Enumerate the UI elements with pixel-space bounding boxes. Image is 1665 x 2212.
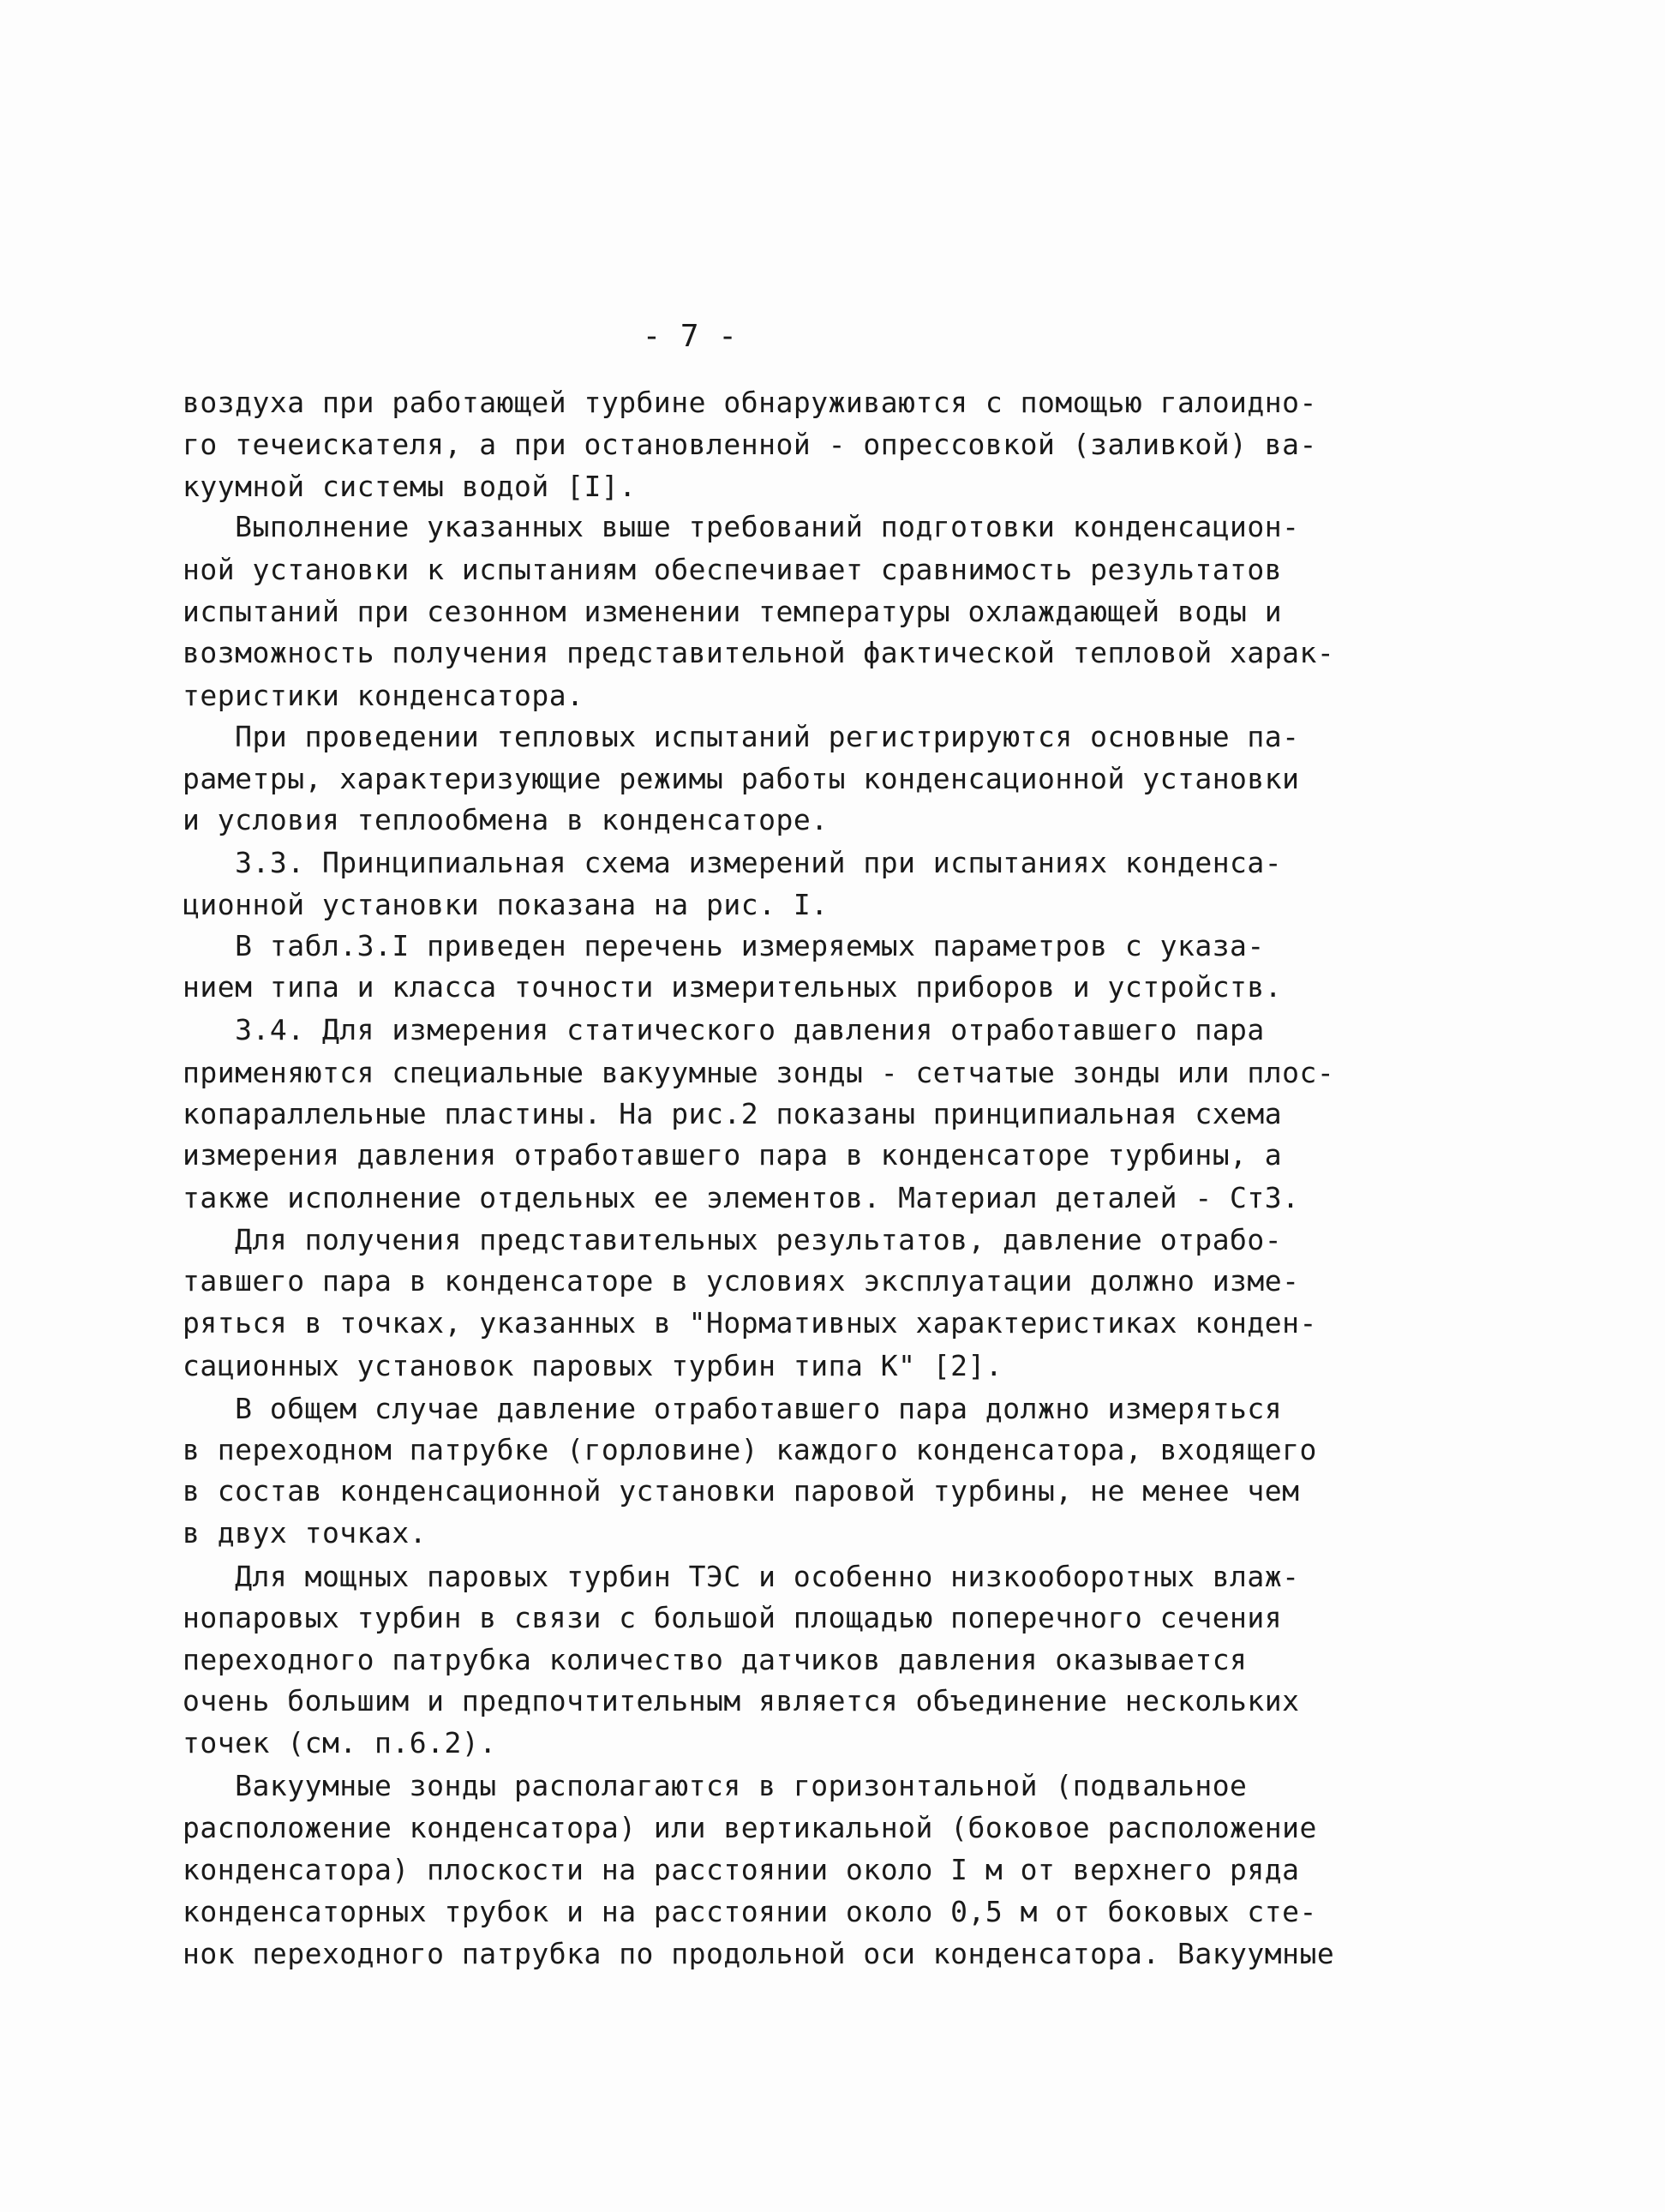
text-line: куумной системы водой [I]. [183,470,637,503]
text-line: В общем случае давление отработавшего пара должно измеряться [183,1392,1283,1425]
text-line: Для мощных паровых турбин ТЭС и особенно низкооборотных влаж- [183,1560,1300,1593]
text-line: При проведении тепловых испытаний регистрируются основные па- [183,720,1300,753]
text-line: Для получения представительных результатов, давление отрабо- [183,1223,1283,1256]
text-line: нием типа и класса точности измерительных приборов и устройств. [183,970,1283,1004]
text-line: 3.3. Принципиальная схема измерений при испытаниях конденса- [183,846,1283,879]
text-line: тавшего пара в конденсаторе в условиях эксплуатации должно изме- [183,1264,1300,1298]
text-line: нопаровых турбин в связи с большой площадью поперечного сечения [183,1601,1283,1634]
text-line: точек (см. п.6.2). [183,1726,497,1759]
text-line: Выполнение указанных выше требований подготовки конденсацион- [183,510,1300,543]
text-line: переходного патрубка количество датчиков давления оказывается [183,1643,1248,1676]
text-line: сационных установок паровых турбин типа К" [2]. [183,1349,1003,1382]
text-line: также исполнение отдельных ее элементов. Материал деталей - Ст3. [183,1181,1300,1214]
text-line: конденсаторных трубок и на расстоянии около 0,5 м от боковых сте- [183,1895,1317,1928]
text-line: в состав конденсационной установки паровой турбины, не менее чем [183,1474,1300,1508]
text-line: Вакуумные зонды располагаются в горизонтальной (подвальное [183,1769,1248,1802]
text-line: теристики конденсатора. [183,679,584,712]
text-line: 3.4. Для измерения статического давления отработавшего пара [183,1013,1265,1046]
text-line: нок переходного патрубка по продольной оси конденсатора. Вакуумные [183,1937,1335,1970]
text-line: испытаний при сезонном изменении температуры охлаждающей воды и [183,595,1283,628]
text-line: применяются специальные вакуумные зонды - сетчатые зонды или плос- [183,1056,1335,1089]
page-number: - 7 - [642,319,738,354]
text-line: раметры, характеризующие режимы работы конденсационной установки [183,762,1300,795]
text-line: расположение конденсатора) или вертикальной (боковое расположение [183,1811,1317,1844]
text-line: конденсатора) плоскости на расстоянии около I м от верхнего ряда [183,1853,1300,1886]
text-line: ряться в точках, указанных в "Нормативных характеристиках конден- [183,1306,1317,1340]
text-line: копараллельные пластины. На рис.2 показаны принципиальная схема [183,1097,1283,1130]
text-line: В табл.3.I приведен перечень измеряемых параметров с указа- [183,929,1265,962]
text-line: измерения давления отработавшего пара в конденсаторе турбины, а [183,1138,1283,1172]
text-line: го течеискателя, а при остановленной - опрессовкой (заливкой) ва- [183,428,1317,461]
text-line: ной установки к испытаниям обеспечивает сравнимость результатов [183,553,1283,586]
text-line: воздуха при работающей турбине обнаруживаются с помощью галоидно- [183,386,1317,419]
text-line: в переходном патрубке (горловине) каждого конденсатора, входящего [183,1433,1317,1466]
text-line: ционной установки показана на рис. I. [183,888,829,921]
text-line: возможность получения представительной фактической тепловой харак- [183,636,1335,669]
text-line: очень большим и предпочтительным является объединение нескольких [183,1684,1300,1717]
text-line: в двух точках. [183,1516,428,1550]
text-line: и условия теплообмена в конденсаторе. [183,803,829,836]
